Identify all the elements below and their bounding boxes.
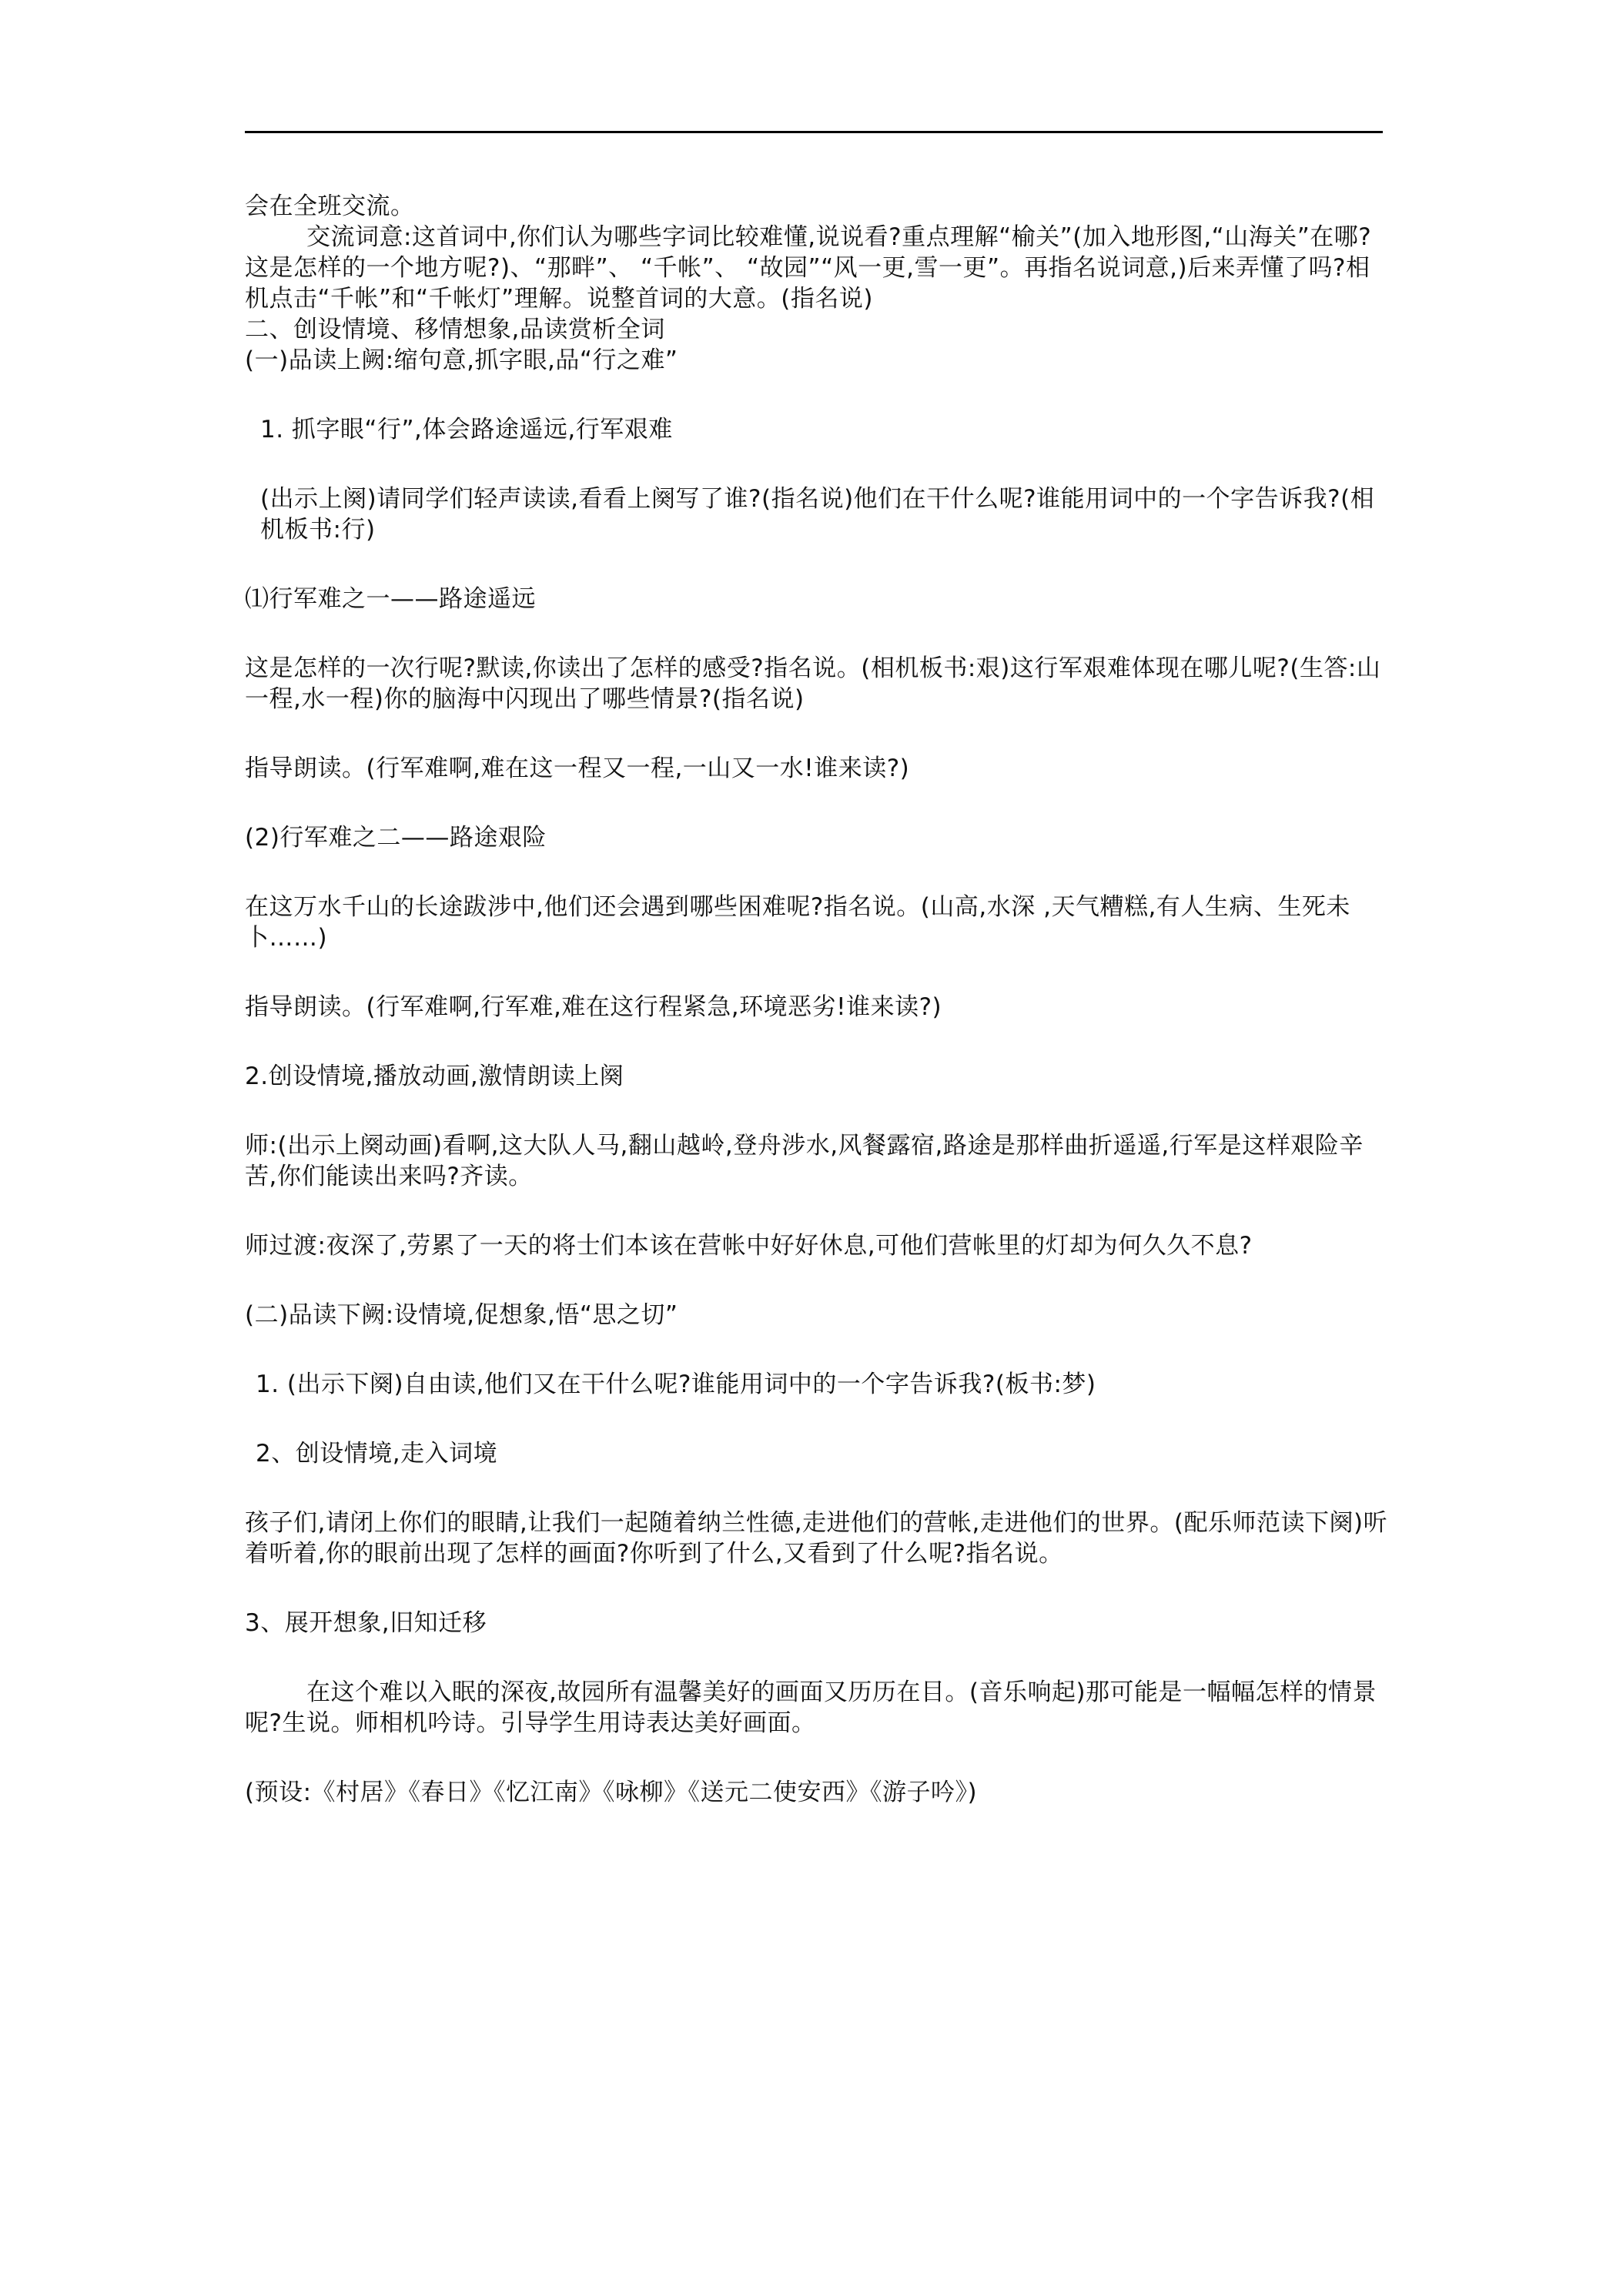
paragraph-teacher-transition: 师过渡:夜深了,劳累了一天的将士们本该在营帐中好好休息,可他们营帐里的灯却为何久久不息? [245,1232,1253,1260]
spacer [245,1569,1392,1608]
paragraph-continuation: 会在全班交流。 [245,192,415,220]
spacer [245,1022,1392,1061]
spacer [245,376,1392,414]
paragraph-word-meaning: 交流词意:这首词中,你们认为哪些字词比较难懂,说说看?重点理解“榆关”(加入地形图,“山海关”在哪?这是怎样的一个地方呢?)、“那畔”、 “千帐”、 “故园”“风一更,雪一更”。再指名说词意,)后来弄懂了吗?相机点击“千帐”和“千帐灯”理解。说整首词的大意。(指名说) [245,223,1372,313]
paragraph-silent-reading: 这是怎样的一次行呢?默读,你读出了怎样的感受?指名说。(相机板书:艰)这行军艰难体现在哪儿呢?(生答:山一程,水一程)你的脑海中闪现出了哪些情景?(指名说) [245,654,1381,713]
spacer [245,545,1392,584]
subheading-difficulty-1: ⑴行军难之一——路途遥远 [245,585,536,613]
paragraph-reading-guide-2: 指导朗读。(行军难啊,行军难,难在这行程紧急,环境恶劣!谁来读?) [245,993,942,1021]
spacer [245,784,1392,822]
list-item-lower-1: 1. (出示下阕)自由读,他们又在干什么呢?谁能用词中的一个字告诉我?(板书:梦) [256,1371,1096,1398]
spacer [245,1400,1392,1438]
list-item-lower-3: 3、展开想象,旧知迁移 [245,1609,487,1637]
paragraph-teacher-animation: 师:(出示上阕动画)看啊,这大队人马,翻山越岭,登舟涉水,风餐露宿,路途是那样曲折遥遥,行军是这样艰险辛苦,你们能读出来吗?齐读。 [245,1132,1364,1190]
document-body [245,191,1392,1808]
spacer [245,953,1392,992]
section-heading-2: 二、创设情境、移情想象,品读赏析全词 [245,316,665,343]
subheading-difficulty-2: (2)行军难之二——路途艰险 [245,824,547,852]
header-rule [245,131,1383,133]
spacer [245,853,1392,892]
subsection-heading-2: (二)品读下阙:设情境,促想象,悟“思之切” [245,1301,678,1329]
spacer [245,1469,1392,1508]
spacer [245,1638,1392,1677]
subsection-heading-1: (一)品读上阙:缩句意,抓字眼,品“行之难” [245,346,678,374]
paragraph-show-upper: (出示上阕)请同学们轻声读读,看看上阕写了谁?(指名说)他们在干什么呢?谁能用词中的一个字告诉我?(相机板书:行) [260,485,1375,544]
spacer [245,1092,1392,1130]
paragraph-reading-guide-1: 指导朗读。(行军难啊,难在这一程又一程,一山又一水!谁来读?) [245,755,910,782]
paragraph-preset-poems: (预设:《村居》《春日》《忆江南》《咏柳》《送元二使安西》《游子吟》) [245,1779,978,1806]
paragraph-hardships: 在这万水千山的长途跋涉中,他们还会遇到哪些困难呢?指名说。(山高,水深 ,天气糟糕,有人生病、生死未卜……) [245,893,1350,952]
spacer [245,1330,1392,1369]
spacer [245,1261,1392,1300]
spacer [245,1192,1392,1230]
spacer [245,614,1392,653]
paragraph-imagine: 孩子们,请闭上你们的眼睛,让我们一起随着纳兰性德,走进他们的营帐,走进他们的世界。(配乐师范读下阕)听着听着,你的眼前出现了怎样的画面?你听到了什么,又看到了什么呢?指名说。 [245,1509,1388,1568]
spacer [245,445,1392,484]
list-item-2: 2.创设情境,播放动画,激情朗读上阕 [245,1063,624,1090]
spacer [245,1739,1392,1777]
paragraph-deep-night: 在这个难以入眠的深夜,故园所有温馨美好的画面又历历在目。(音乐响起)那可能是一幅幅怎样的情景呢?生说。师相机吟诗。引导学生用诗表达美好画面。 [245,1678,1377,1737]
spacer [245,715,1392,753]
list-item-1: 1. 抓字眼“行”,体会路途遥远,行军艰难 [260,416,673,443]
list-item-lower-2: 2、创设情境,走入词境 [256,1440,498,1468]
